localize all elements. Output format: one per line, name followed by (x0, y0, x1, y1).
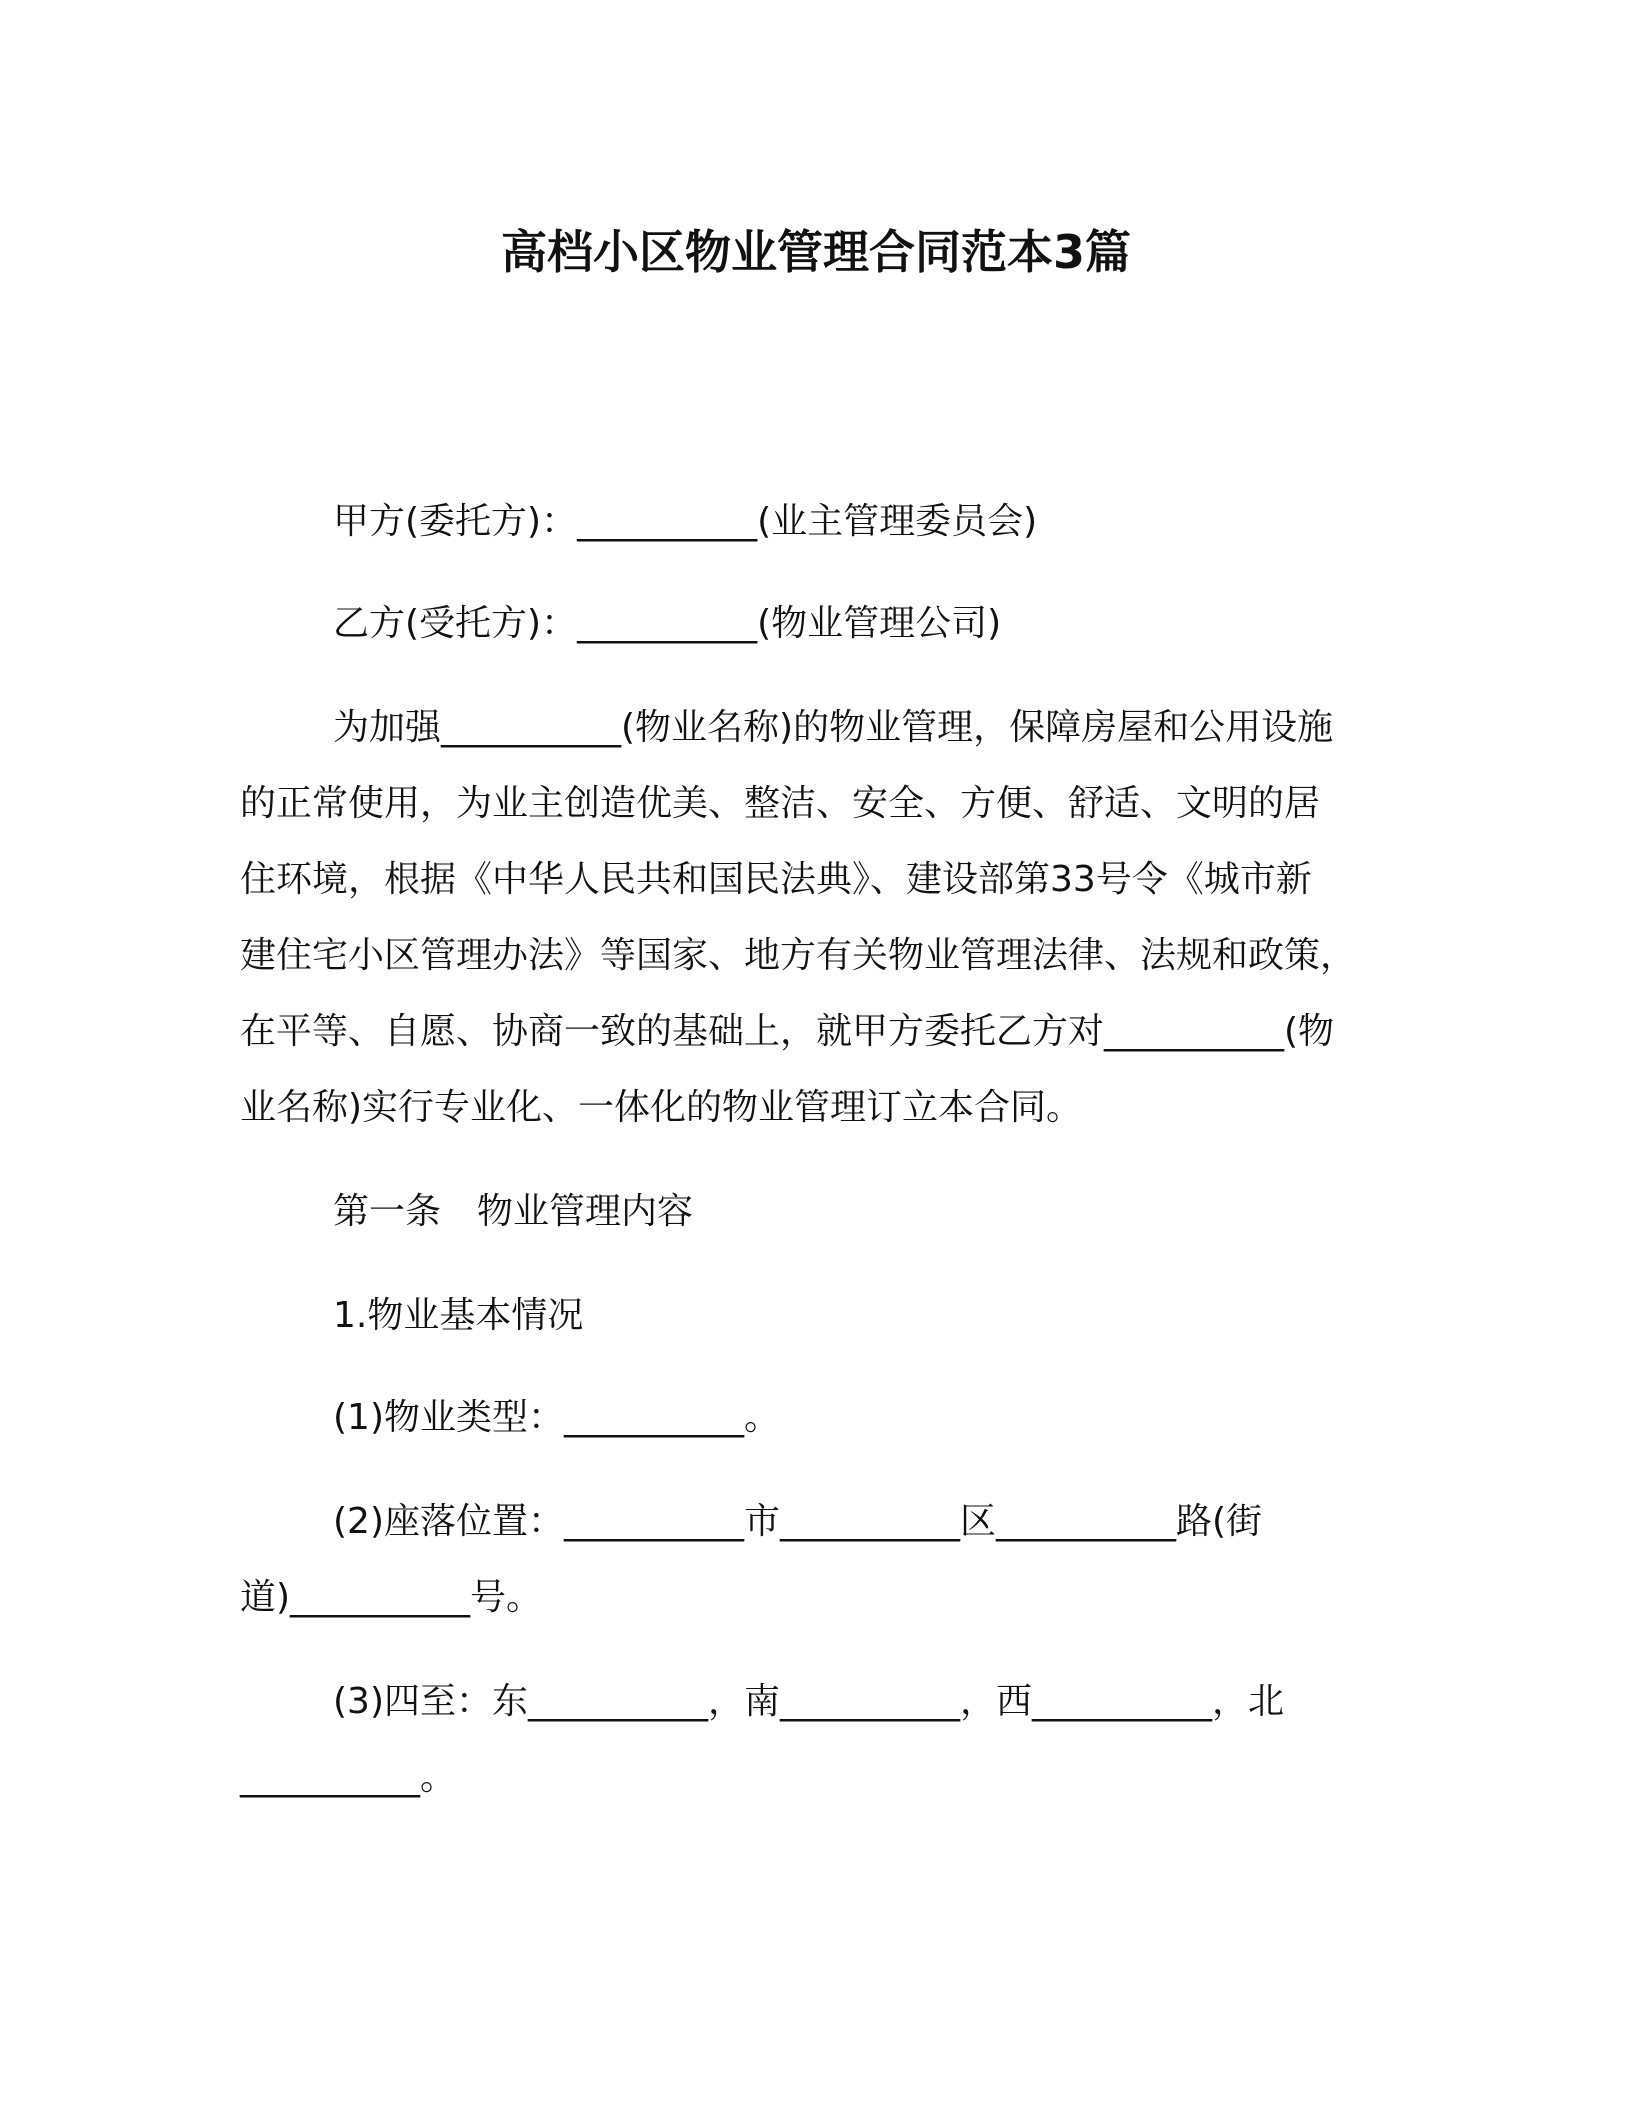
property-type-line: (1)物业类型：__________。 (333, 1397, 780, 1438)
party-a-line: 甲方(委托方)：__________(业主管理委员会) (333, 501, 1038, 542)
article-heading: 第一条 物业管理内容 (333, 1191, 694, 1232)
paragraph-line: 住环境，根据《中华人民共和国民法典》、建设部第33号令《城市新 (240, 859, 1312, 900)
paragraph-line: 建住宅小区管理办法》等国家、地方有关物业管理法律、法规和政策， (240, 935, 1357, 976)
paragraph-line: 为加强__________(物业名称)的物业管理，保障房屋和公用设施 (333, 707, 1334, 748)
document-title: 高档小区物业管理合同范本3篇 (500, 225, 1131, 279)
paragraph-line: 在平等、自愿、协商一致的基础上，就甲方委托乙方对__________(物 (240, 1011, 1335, 1052)
boundaries-line: (3)四至：东__________，南__________，西__________，北 (333, 1681, 1284, 1722)
paragraph-line: 的正常使用，为业主创造优美、整洁、安全、方便、舒适、文明的居 (240, 783, 1321, 824)
section-heading: 1.物业基本情况 (333, 1295, 584, 1336)
party-b-line: 乙方(受托方)：__________(物业管理公司) (333, 603, 1002, 644)
boundaries-line-cont: __________。 (240, 1757, 457, 1798)
location-line: (2)座落位置：__________市__________区__________路(街 (333, 1501, 1263, 1542)
paragraph-line: 业名称)实行专业化、一体化的物业管理订立本合同。 (240, 1087, 1083, 1128)
location-line-cont: 道)__________号。 (240, 1577, 543, 1618)
